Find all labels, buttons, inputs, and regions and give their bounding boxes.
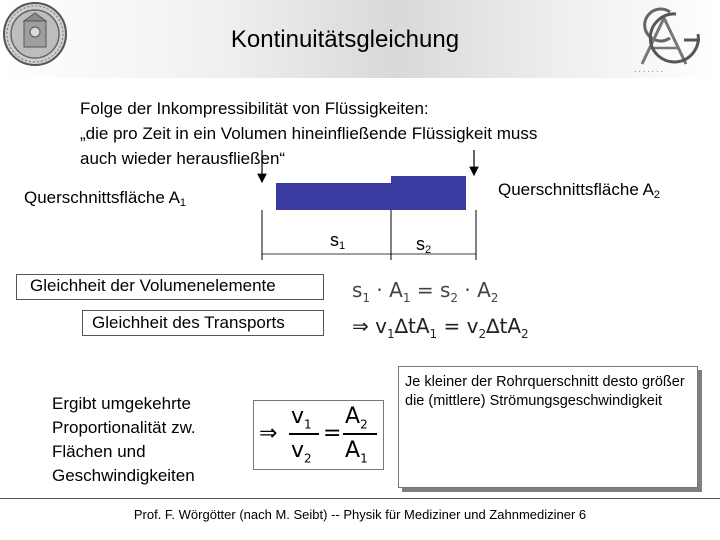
svg-text:· · · · · · ·: · · · · · · · — [634, 68, 663, 76]
volume-formula: $s_1 \cdot A_1 = s_2 \cdot A_2$ — [352, 278, 499, 305]
cross-section-text-2: Querschnittsfläche A — [498, 180, 654, 199]
left-num-text: v — [291, 404, 305, 429]
s1-label — [330, 230, 345, 252]
volume-label: Gleichheit der Volumenelemente — [30, 276, 276, 295]
result-line: Proportionalität zw. — [52, 418, 196, 437]
cross-section-text-1: Querschnittsfläche A — [24, 188, 180, 207]
left-den-text: v — [291, 438, 305, 463]
transport-label: Gleichheit des Transports — [92, 313, 285, 332]
pipe-fluid-shape — [276, 176, 466, 210]
fraction-equals: = — [323, 421, 342, 446]
institute-logo-icon — [626, 4, 704, 76]
cross-section-sub-2: 2 — [653, 189, 661, 201]
result-line: Geschwindigkeiten — [52, 466, 195, 485]
result-line: Flächen und — [52, 442, 146, 461]
left-num-sub: 1 — [304, 417, 312, 432]
intro-line: Folge der Inkompressibilität von Flüssigkeiten: — [80, 99, 429, 118]
note-box: Je kleiner der Rohrquerschnitt desto größer die (mittlere) Strömungsgeschwindigkeit — [398, 366, 698, 488]
pipe-diagram — [0, 150, 720, 270]
left-den-sub: 2 — [304, 451, 312, 466]
s2-text: s — [416, 234, 425, 254]
right-num-sub: 2 — [360, 417, 368, 432]
transport-formula: ⇒ $v_1\Delta tA_1 = v_2\Delta tA_2$ — [352, 314, 529, 341]
cross-section-sub-1: 1 — [179, 197, 187, 209]
s2-label — [416, 234, 431, 256]
s1-sub: 1 — [339, 240, 346, 252]
intro-line: auch wieder herausfließen“ — [80, 149, 286, 168]
fraction-left-bar — [289, 433, 319, 435]
university-seal-icon — [2, 1, 68, 67]
right-num-text: A — [345, 404, 361, 429]
footer-text: Prof. F. Wörgötter (nach M. Seibt) -- Physik für Mediziner und Zahnmediziner 6 — [133, 507, 587, 522]
fraction-left-denominator — [291, 438, 312, 465]
page-title: Kontinuitätsgleichung — [230, 26, 460, 53]
right-den-text: A — [345, 438, 361, 463]
implies-symbol: ⇒ — [259, 421, 278, 446]
footer-divider — [0, 498, 720, 499]
right-den-sub: 1 — [360, 451, 368, 466]
fraction-right-bar — [343, 433, 377, 435]
fraction-right-numerator — [345, 404, 368, 431]
fraction-right-denominator — [345, 438, 368, 465]
intro-line: „die pro Zeit in ein Volumen hineinfließende Flüssigkeit muss — [80, 124, 538, 143]
result-line: Ergibt umgekehrte — [52, 394, 191, 413]
s1-text: s — [330, 230, 339, 250]
s2-sub: 2 — [425, 244, 432, 256]
result-text — [52, 392, 196, 488]
cross-section-label-2 — [498, 180, 660, 201]
fraction-left-numerator — [291, 404, 312, 431]
cross-section-label-1 — [24, 188, 186, 209]
